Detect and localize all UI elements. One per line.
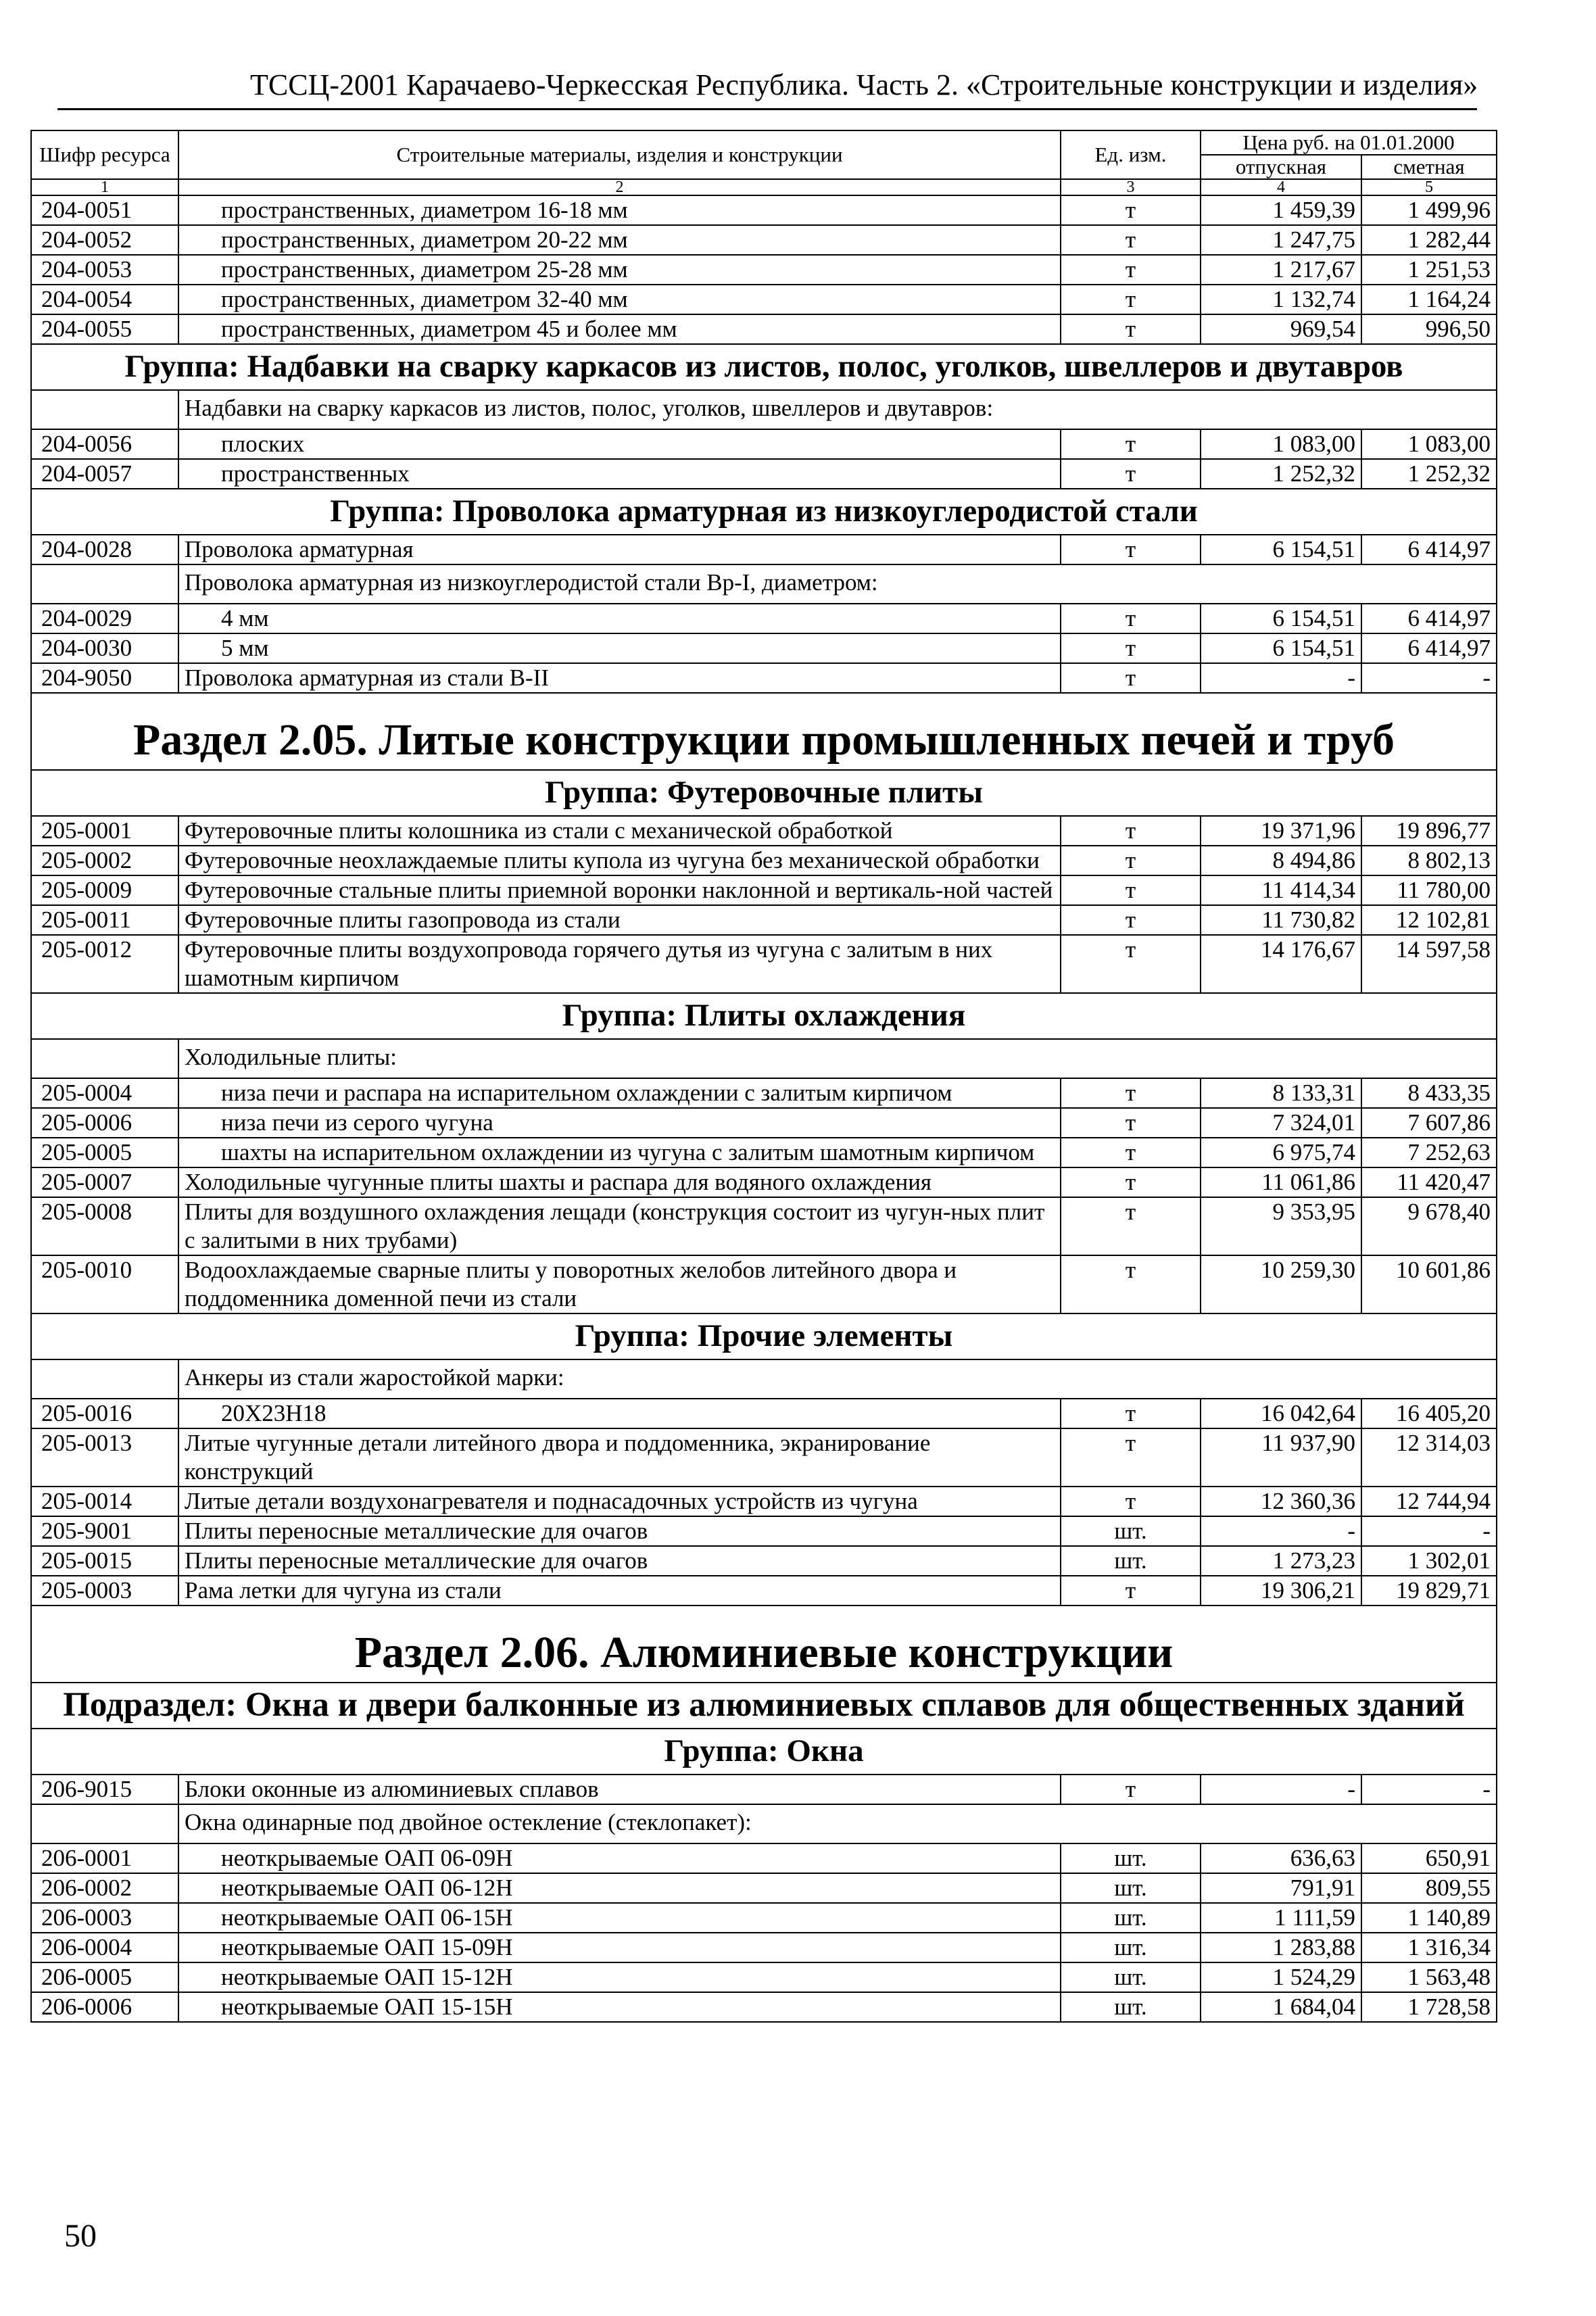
material-name: неоткрываемые ОАП 06-15Н	[178, 1903, 1061, 1933]
estimate-price: 650,91	[1361, 1843, 1497, 1873]
release-price: 1 273,23	[1201, 1546, 1361, 1576]
estimate-price: 11 420,47	[1361, 1167, 1497, 1197]
section-heading-row	[31, 693, 1497, 770]
table-row	[31, 195, 1497, 225]
material-name: Холодильные чугунные плиты шахты и распара для водяного охлаждения	[178, 1167, 1061, 1197]
release-price: 11 414,34	[1201, 875, 1361, 905]
material-name: низа печи из серого чугуна	[178, 1108, 1061, 1138]
resource-code: 204-0053	[31, 255, 178, 285]
release-price: 1 217,67	[1201, 255, 1361, 285]
release-price: -	[1201, 1516, 1361, 1546]
table-row	[31, 935, 1497, 993]
table-row	[31, 255, 1497, 285]
group-heading: Группа: Надбавки на сварку каркасов из листов, полос, уголков, швеллеров и двутавров	[31, 344, 1497, 390]
resource-code-empty	[31, 1804, 178, 1843]
col-header-estimate-price: сметная	[1361, 155, 1497, 179]
material-name: Водоохлаждаемые сварные плиты у поворотных желобов литейного двора и поддоменника доменной печи из стали	[178, 1255, 1061, 1313]
resource-code: 205-0001	[31, 816, 178, 846]
release-price: 1 252,32	[1201, 459, 1361, 489]
estimate-price: 1 251,53	[1361, 255, 1497, 285]
unit-cell: шт.	[1061, 1903, 1201, 1933]
resource-code-empty	[31, 1359, 178, 1399]
estimate-price: 1 252,32	[1361, 459, 1497, 489]
table-row	[31, 1138, 1497, 1167]
resource-code: 206-0003	[31, 1903, 178, 1933]
price-table	[30, 130, 1497, 2023]
unit-cell: т	[1061, 225, 1201, 255]
estimate-price: 16 405,20	[1361, 1399, 1497, 1428]
estimate-price: 12 744,94	[1361, 1487, 1497, 1516]
table-row	[31, 875, 1497, 905]
material-name: Футеровочные плиты воздухопровода горячего дутья из чугуна с залитым в них шамотным кирпичом	[178, 935, 1061, 993]
estimate-price: 1 728,58	[1361, 1992, 1497, 2022]
intro-row	[31, 1039, 1497, 1078]
estimate-price: 7 252,63	[1361, 1138, 1497, 1167]
estimate-price: -	[1361, 1516, 1497, 1546]
col-header-release-price: отпускная	[1201, 155, 1361, 179]
price-table-wrapper	[30, 130, 1496, 2023]
release-price: 1 684,04	[1201, 1992, 1361, 2022]
table-row	[31, 604, 1497, 633]
unit-cell: т	[1061, 604, 1201, 633]
intro-text: Анкеры из стали жаростойкой марки:	[178, 1359, 1497, 1399]
release-price: 6 154,51	[1201, 604, 1361, 633]
release-price: 1 111,59	[1201, 1903, 1361, 1933]
col-number: 5	[1361, 179, 1497, 195]
unit-cell: шт.	[1061, 1873, 1201, 1903]
resource-code: 205-0004	[31, 1078, 178, 1108]
material-name: пространственных, диаметром 25-28 мм	[178, 255, 1061, 285]
resource-code: 204-0029	[31, 604, 178, 633]
release-price: 1 459,39	[1201, 195, 1361, 225]
material-name: Проволока арматурная из стали В-II	[178, 663, 1061, 693]
table-row	[31, 1992, 1497, 2022]
unit-cell: т	[1061, 1487, 1201, 1516]
intro-text: Холодильные плиты:	[178, 1039, 1497, 1078]
unit-cell: т	[1061, 1108, 1201, 1138]
table-row	[31, 1903, 1497, 1933]
resource-code-empty	[31, 1039, 178, 1078]
estimate-price: 11 780,00	[1361, 875, 1497, 905]
material-name: Плиты переносные металлические для очагов	[178, 1516, 1061, 1546]
material-name: неоткрываемые ОАП 06-09Н	[178, 1843, 1061, 1873]
resource-code: 205-0014	[31, 1487, 178, 1516]
unit-cell: т	[1061, 1428, 1201, 1487]
release-price: 12 360,36	[1201, 1487, 1361, 1516]
table-row	[31, 535, 1497, 564]
estimate-price: 6 414,97	[1361, 535, 1497, 564]
unit-cell: т	[1061, 846, 1201, 875]
table-row	[31, 663, 1497, 693]
unit-cell: т	[1061, 285, 1201, 314]
material-name: Рама летки для чугуна из стали	[178, 1576, 1061, 1606]
table-row	[31, 633, 1497, 663]
material-name: 4 мм	[178, 604, 1061, 633]
unit-cell: т	[1061, 816, 1201, 846]
material-name: Проволока арматурная	[178, 535, 1061, 564]
intro-text: Проволока арматурная из низкоуглеродистой стали Вр-I, диаметром:	[178, 564, 1497, 604]
table-row	[31, 429, 1497, 459]
resource-code: 204-0030	[31, 633, 178, 663]
resource-code: 205-0016	[31, 1399, 178, 1428]
table-row	[31, 1428, 1497, 1487]
unit-cell: шт.	[1061, 1933, 1201, 1962]
col-header-code: Шифр ресурса	[31, 130, 178, 179]
group-heading: Группа: Плиты охлаждения	[31, 993, 1497, 1039]
estimate-price: -	[1361, 663, 1497, 693]
estimate-price: 14 597,58	[1361, 935, 1497, 993]
estimate-price: 1 083,00	[1361, 429, 1497, 459]
release-price: 1 283,88	[1201, 1933, 1361, 1962]
col-header-unit: Ед. изм.	[1061, 130, 1201, 179]
group-heading-row	[31, 344, 1497, 390]
resource-code: 204-0055	[31, 314, 178, 344]
material-name: Плиты для воздушного охлаждения лещади (конструкция состоит из чугун-ных плит с залитыми в них трубами)	[178, 1197, 1061, 1255]
release-price: -	[1201, 1775, 1361, 1804]
group-heading: Группа: Окна	[31, 1729, 1497, 1775]
table-body	[31, 195, 1497, 2022]
estimate-price: 9 678,40	[1361, 1197, 1497, 1255]
resource-code: 205-0008	[31, 1197, 178, 1255]
material-name: 5 мм	[178, 633, 1061, 663]
estimate-price: 1 563,48	[1361, 1962, 1497, 1992]
unit-cell: т	[1061, 1138, 1201, 1167]
estimate-price: 996,50	[1361, 314, 1497, 344]
release-price: 9 353,95	[1201, 1197, 1361, 1255]
resource-code: 205-0011	[31, 905, 178, 935]
table-row	[31, 1197, 1497, 1255]
estimate-price: 809,55	[1361, 1873, 1497, 1903]
resource-code: 206-0002	[31, 1873, 178, 1903]
unit-cell: шт.	[1061, 1516, 1201, 1546]
group-heading-row	[31, 489, 1497, 535]
resource-code: 204-0052	[31, 225, 178, 255]
material-name: Литые чугунные детали литейного двора и поддоменника, экранирование конструкций	[178, 1428, 1061, 1487]
material-name: пространственных, диаметром 32-40 мм	[178, 285, 1061, 314]
release-price: 791,91	[1201, 1873, 1361, 1903]
release-price: 7 324,01	[1201, 1108, 1361, 1138]
material-name: Футеровочные плиты колошника из стали с механической обработкой	[178, 816, 1061, 846]
release-price: 6 154,51	[1201, 535, 1361, 564]
table-row	[31, 1487, 1497, 1516]
release-price: 1 524,29	[1201, 1962, 1361, 1992]
header-rule	[57, 108, 1477, 110]
unit-cell: т	[1061, 255, 1201, 285]
page-number: 50	[64, 2218, 97, 2254]
group-heading: Группа: Прочие элементы	[31, 1313, 1497, 1359]
resource-code-empty	[31, 564, 178, 604]
table-row	[31, 1546, 1497, 1576]
release-price: 11 061,86	[1201, 1167, 1361, 1197]
unit-cell: шт.	[1061, 1843, 1201, 1873]
material-name: 20Х23Н18	[178, 1399, 1061, 1428]
resource-code: 206-0004	[31, 1933, 178, 1962]
unit-cell: шт.	[1061, 1546, 1201, 1576]
intro-row	[31, 1359, 1497, 1399]
estimate-price: 19 829,71	[1361, 1576, 1497, 1606]
resource-code: 206-0005	[31, 1962, 178, 1992]
resource-code: 204-0054	[31, 285, 178, 314]
resource-code: 205-0002	[31, 846, 178, 875]
col-number: 2	[178, 179, 1061, 195]
material-name: пространственных, диаметром 16-18 мм	[178, 195, 1061, 225]
table-row	[31, 1516, 1497, 1546]
section-heading: Раздел 2.05. Литые конструкции промышленных печей и труб	[31, 693, 1497, 770]
group-heading-row	[31, 770, 1497, 816]
table-row	[31, 314, 1497, 344]
col-number: 1	[31, 179, 178, 195]
unit-cell: т	[1061, 314, 1201, 344]
release-price: 11 937,90	[1201, 1428, 1361, 1487]
resource-code-empty	[31, 390, 178, 429]
material-name: неоткрываемые ОАП 06-12Н	[178, 1873, 1061, 1903]
estimate-price: -	[1361, 1775, 1497, 1804]
resource-code: 204-0056	[31, 429, 178, 459]
unit-cell: т	[1061, 1078, 1201, 1108]
unit-cell: т	[1061, 875, 1201, 905]
material-name: Плиты переносные металлические для очагов	[178, 1546, 1061, 1576]
unit-cell: т	[1061, 1775, 1201, 1804]
group-heading-row	[31, 993, 1497, 1039]
release-price: 11 730,82	[1201, 905, 1361, 935]
release-price: 8 494,86	[1201, 846, 1361, 875]
resource-code: 205-9001	[31, 1516, 178, 1546]
estimate-price: 1 316,34	[1361, 1933, 1497, 1962]
material-name: неоткрываемые ОАП 15-12Н	[178, 1962, 1061, 1992]
unit-cell: т	[1061, 1399, 1201, 1428]
material-name: неоткрываемые ОАП 15-15Н	[178, 1992, 1061, 2022]
unit-cell: т	[1061, 633, 1201, 663]
group-heading: Группа: Футеровочные плиты	[31, 770, 1497, 816]
estimate-price: 1 282,44	[1361, 225, 1497, 255]
intro-text: Надбавки на сварку каркасов из листов, полос, уголков, швеллеров и двутавров:	[178, 390, 1497, 429]
group-heading-row	[31, 1313, 1497, 1359]
material-name: шахты на испарительном охлаждении из чугуна с залитым шамотным кирпичом	[178, 1138, 1061, 1167]
estimate-price: 1 302,01	[1361, 1546, 1497, 1576]
material-name: неоткрываемые ОАП 15-09Н	[178, 1933, 1061, 1962]
release-price: -	[1201, 663, 1361, 693]
release-price: 14 176,67	[1201, 935, 1361, 993]
unit-cell: т	[1061, 1576, 1201, 1606]
resource-code: 205-0010	[31, 1255, 178, 1313]
intro-row	[31, 1804, 1497, 1843]
release-price: 19 306,21	[1201, 1576, 1361, 1606]
col-number: 3	[1061, 179, 1201, 195]
resource-code: 204-0057	[31, 459, 178, 489]
table-row	[31, 1108, 1497, 1138]
release-price: 636,63	[1201, 1843, 1361, 1873]
estimate-price: 6 414,97	[1361, 633, 1497, 663]
table-row	[31, 1167, 1497, 1197]
table-row	[31, 846, 1497, 875]
resource-code: 205-0005	[31, 1138, 178, 1167]
material-name: Футеровочные стальные плиты приемной воронки наклонной и вертикаль-ной частей	[178, 875, 1061, 905]
table-row	[31, 1399, 1497, 1428]
estimate-price: 6 414,97	[1361, 604, 1497, 633]
material-name: пространственных, диаметром 45 и более мм	[178, 314, 1061, 344]
resource-code: 204-0051	[31, 195, 178, 225]
release-price: 1 083,00	[1201, 429, 1361, 459]
estimate-price: 19 896,77	[1361, 816, 1497, 846]
unit-cell: т	[1061, 195, 1201, 225]
resource-code: 204-0028	[31, 535, 178, 564]
estimate-price: 1 499,96	[1361, 195, 1497, 225]
unit-cell: т	[1061, 429, 1201, 459]
group-heading-row	[31, 1729, 1497, 1775]
resource-code: 205-0006	[31, 1108, 178, 1138]
intro-text: Окна одинарные под двойное остекление (стеклопакет):	[178, 1804, 1497, 1843]
estimate-price: 8 802,13	[1361, 846, 1497, 875]
subsection-heading: Подраздел: Окна и двери балконные из алюминиевых сплавов для общественных зданий	[31, 1683, 1497, 1729]
material-name: Футеровочные плиты газопровода из стали	[178, 905, 1061, 935]
unit-cell: шт.	[1061, 1992, 1201, 2022]
table-row	[31, 1873, 1497, 1903]
release-price: 969,54	[1201, 314, 1361, 344]
section-heading-row	[31, 1606, 1497, 1683]
release-price: 19 371,96	[1201, 816, 1361, 846]
release-price: 1 247,75	[1201, 225, 1361, 255]
unit-cell: т	[1061, 535, 1201, 564]
estimate-price: 12 102,81	[1361, 905, 1497, 935]
table-row	[31, 285, 1497, 314]
intro-row	[31, 564, 1497, 604]
col-header-name: Строительные материалы, изделия и конструкции	[178, 130, 1061, 179]
unit-cell: т	[1061, 935, 1201, 993]
unit-cell: т	[1061, 905, 1201, 935]
resource-code: 205-0013	[31, 1428, 178, 1487]
material-name: низа печи и распара на испарительном охлаждении с залитым кирпичом	[178, 1078, 1061, 1108]
release-price: 1 132,74	[1201, 285, 1361, 314]
material-name: Блоки оконные из алюминиевых сплавов	[178, 1775, 1061, 1804]
release-price: 6 154,51	[1201, 633, 1361, 663]
resource-code: 205-0007	[31, 1167, 178, 1197]
table-row	[31, 1775, 1497, 1804]
material-name: пространственных, диаметром 20-22 мм	[178, 225, 1061, 255]
release-price: 10 259,30	[1201, 1255, 1361, 1313]
estimate-price: 8 433,35	[1361, 1078, 1497, 1108]
unit-cell: т	[1061, 1167, 1201, 1197]
col-header-price: Цена руб. на 01.01.2000	[1201, 130, 1497, 155]
estimate-price: 7 607,86	[1361, 1108, 1497, 1138]
material-name: Литые детали воздухонагревателя и поднасадочных устройств из чугуна	[178, 1487, 1061, 1516]
table-row	[31, 816, 1497, 846]
intro-row	[31, 390, 1497, 429]
material-name: плоских	[178, 429, 1061, 459]
table-row	[31, 1843, 1497, 1873]
release-price: 16 042,64	[1201, 1399, 1361, 1428]
resource-code: 205-0015	[31, 1546, 178, 1576]
unit-cell: т	[1061, 663, 1201, 693]
table-row	[31, 905, 1497, 935]
resource-code: 205-0009	[31, 875, 178, 905]
estimate-price: 1 164,24	[1361, 285, 1497, 314]
release-price: 6 975,74	[1201, 1138, 1361, 1167]
unit-cell: т	[1061, 459, 1201, 489]
material-name: Футеровочные неохлаждаемые плиты купола из чугуна без механической обработки	[178, 846, 1061, 875]
table-row	[31, 1962, 1497, 1992]
col-number: 4	[1201, 179, 1361, 195]
table-row	[31, 1078, 1497, 1108]
table-row	[31, 459, 1497, 489]
table-row	[31, 1576, 1497, 1606]
unit-cell: т	[1061, 1197, 1201, 1255]
estimate-price: 10 601,86	[1361, 1255, 1497, 1313]
release-price: 8 133,31	[1201, 1078, 1361, 1108]
table-row	[31, 1255, 1497, 1313]
unit-cell: шт.	[1061, 1962, 1201, 1992]
section-heading: Раздел 2.06. Алюминиевые конструкции	[31, 1606, 1497, 1683]
unit-cell: т	[1061, 1255, 1201, 1313]
resource-code: 206-0001	[31, 1843, 178, 1873]
resource-code: 205-0012	[31, 935, 178, 993]
group-heading: Группа: Проволока арматурная из низкоуглеродистой стали	[31, 489, 1497, 535]
estimate-price: 12 314,03	[1361, 1428, 1497, 1487]
resource-code: 205-0003	[31, 1576, 178, 1606]
resource-code: 206-0006	[31, 1992, 178, 2022]
resource-code: 206-9015	[31, 1775, 178, 1804]
resource-code: 204-9050	[31, 663, 178, 693]
table-row	[31, 225, 1497, 255]
table-head	[31, 130, 1497, 195]
page-header: ТССЦ-2001 Карачаево-Черкесская Республика. Часть 2. «Строительные конструкции и изделия»	[250, 68, 1478, 101]
material-name: пространственных	[178, 459, 1061, 489]
table-row	[31, 1933, 1497, 1962]
subsection-heading-row	[31, 1683, 1497, 1729]
estimate-price: 1 140,89	[1361, 1903, 1497, 1933]
